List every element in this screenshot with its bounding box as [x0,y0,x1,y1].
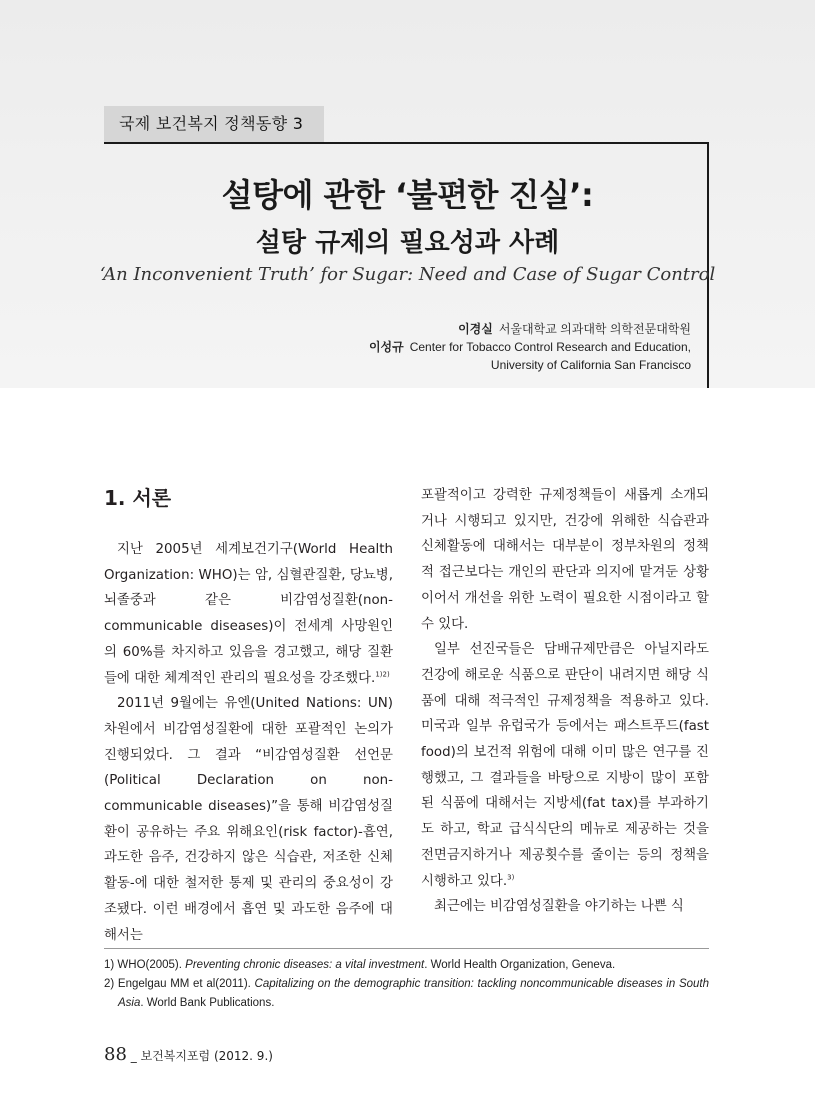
footnote-rule [104,948,709,949]
page-number: 88 [104,1044,127,1065]
author-2-affiliation-cont: University of California San Francisco [490,358,691,372]
footnotes [104,956,709,1013]
footnote-ref: 1)2) [375,670,390,679]
folio-separator: _ [130,1049,137,1063]
paragraph: 2011년 9월에는 유엔(United Nations: UN) 차원에서 비감염성질환에 대한 포괄적인 논의가 진행되었다. 그 결과 “비감염성질환 선언문(Political Declaration on non-communicable diseases)”을 통해 비감염성질환이 공유하는 주요 위해요인(risk factor)-흡연, 과도한 음주, 건강하지 않은 식습관, 저조한 신체활동-에 대한 철저한 통제 및 관리의 중요성이 강조됐다. 이런 배경에서 흡연 및 과도한 음주에 대해서는 [104,696,393,943]
author-block [369,320,691,374]
article-title-english: ‘An Inconvenient Truth’ for Sugar: Need and Case of Sugar Control [99,264,716,285]
author-1 [369,320,691,338]
footnote-2: 2) Engelgau MM et al(2011). Capitalizing on the demographic transition: tackling noncommunicable diseases in South Asia. World Bank Publications. [104,978,709,1009]
journal-name: 보건복지포럼 [140,1049,211,1063]
footnote-ref: 3) [507,873,515,882]
footnote-1: 1) WHO(2005). Preventing chronic diseases: a vital investment. World Health Organization, Geneva. [104,959,616,971]
article-subtitle: 설탕 규제의 필요성과 사례 [255,228,560,258]
article-title: 설탕에 관한 ‘불편한 진실’: [221,176,594,214]
author-affiliation: 서울대학교 의과대학 의학전문대학원 [498,322,691,336]
author-affiliation: Center for Tobacco Control Research and Education, [409,340,691,354]
author-2 [369,338,691,356]
paragraph: 포괄적이고 강력한 규제정책들이 새롭게 소개되거나 시행되고 있지만, 건강에 위해한 식습관과 신체활동에 대해서는 대부분이 정부차원의 정책적 접근보다는 개인의 판단과 의지에 맡겨둔 상황이어서 개선을 위한 노력이 필요한 시점이라고 할 수 있다. [421,488,709,632]
journal-issue: (2012. 9.) [213,1049,273,1063]
paragraph: 일부 선진국들은 담배규제만큼은 아닐지라도 건강에 해로운 식품으로 판단이 내려지면 해당 식품에 대해 적극적인 규제정책을 적용하고 있다. 미국과 일부 유럽국가 등에서는 패스트푸드(fast food)의 보건적 위험에 대해 이미 많은 연구를 진행했고, 그 결과들을 바탕으로 지방이 많이 포함된 식품에 대해서는 지방세(fat tax)를 부과하기도 하고, 학교 급식식단의 메뉴로 제공하는 것을 전면금지하거나 제공횟수를 줄이는 등의 정책을 시행하고 있다.$^{3)}$ [421,642,709,889]
author-name: 이성규 [368,340,404,354]
paragraph: 지난 2005년 세계보건기구(World Health Organization: WHO)는 암, 심혈관질환, 당뇨병, 뇌졸중과 같은 비감염성질환(non-communicable diseases)이 전세계 사망원인의 60%를 차지하고 있음을 경고했고, 해당 질환들에 대한 체계적인 관리의 필요성을 강조했다.$^{1)2)}$ [104,542,393,686]
title-frame-top-rule [104,142,709,144]
body-column-right [421,483,709,920]
body-column-left [104,483,393,948]
section-label: 국제 보건복지 정책동향 3 [104,106,324,142]
author-name: 이경실 [458,322,493,336]
section-heading: 1. 서론 [104,486,172,510]
page-footer [104,1044,273,1065]
paragraph: 최근에는 비감염성질환을 야기하는 나쁜 식 [434,899,684,915]
